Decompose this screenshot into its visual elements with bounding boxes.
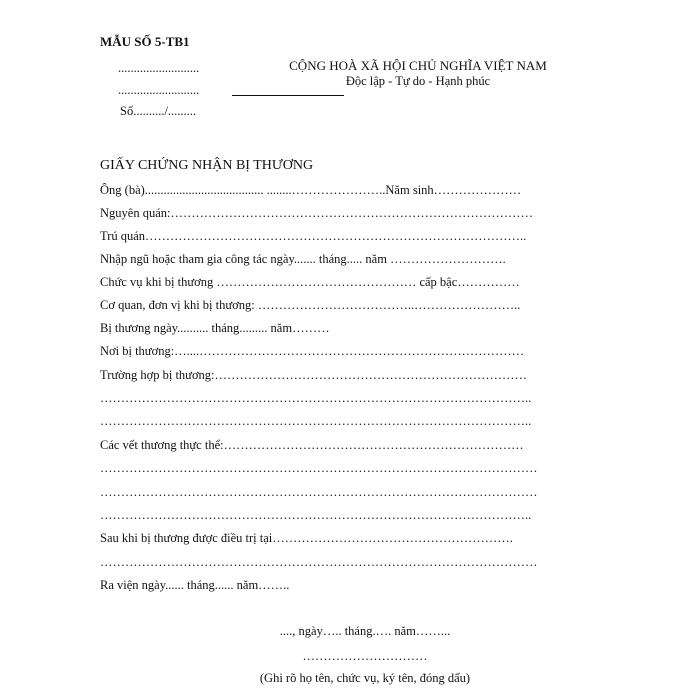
form-field-line: Bị thương ngày.......... tháng......... năm……… xyxy=(100,321,330,335)
form-field-line: Chức vụ khi bị thương ………………………………………… cấp bậc…………… xyxy=(100,275,520,289)
form-field-line: Nhập ngũ hoặc tham gia công tác ngày....... tháng..... năm ………………………. xyxy=(100,252,506,266)
signature-name-line: ………………………… xyxy=(302,649,428,663)
national-motto: Độc lập - Tự do - Hạnh phúc xyxy=(345,74,491,88)
form-field-line: …………………………………………………………………………………………… xyxy=(100,555,538,569)
form-field-line: Trú quán……………………………………………………………………………….. xyxy=(100,229,527,243)
form-field-line: …………………………………………………………………………………………… xyxy=(100,461,538,475)
form-field-line: Ra viện ngày...... tháng...... năm…….. xyxy=(100,578,290,592)
form-field-line: …………………………………………………………………………………………… xyxy=(100,485,538,499)
org-line-1: .......................... xyxy=(118,61,200,75)
form-field-line: Trường hợp bị thương:………………………………………………………………… xyxy=(100,368,528,382)
document-number: Số........../......... xyxy=(120,104,197,118)
form-code: MẪU SỐ 5-TB1 xyxy=(100,34,190,49)
motto-underline xyxy=(232,95,344,96)
form-field-line: Nơi bị thương:…....…………………………………………………………………… xyxy=(100,344,525,358)
form-field-line: Các vết thương thực thể:……………………………………………………………… xyxy=(100,438,524,452)
form-field-line: ………………………………………………………………………………………….. xyxy=(100,391,532,405)
form-field-line: Sau khi bị thương được điều trị tại…………………………………………………. xyxy=(100,531,513,545)
form-field-line: ………………………………………………………………………………………….. xyxy=(100,414,532,428)
form-field-line: Ông (bà)...................................... ........…………………..Năm sinh………………… xyxy=(100,183,522,197)
form-field-line: ………………………………………………………………………………………….. xyxy=(100,508,532,522)
nation-name: CỘNG HOÀ XÃ HỘI CHỦ NGHĨA VIỆT NAM xyxy=(289,58,547,73)
document-title: GIẤY CHỨNG NHẬN BỊ THƯƠNG xyxy=(100,158,314,173)
signature-note: (Ghi rõ họ tên, chức vụ, ký tên, đóng dấu) xyxy=(259,671,471,685)
org-line-2: .......................... xyxy=(118,83,200,97)
signature-date-line: ...., ngày….. tháng.…. năm……... xyxy=(279,624,451,638)
form-field-line: Nguyên quán:…………………………………………………………………………… xyxy=(100,206,533,220)
form-field-line: Cơ quan, đơn vị khi bị thương: ………………………………..…………………….. xyxy=(100,298,521,312)
